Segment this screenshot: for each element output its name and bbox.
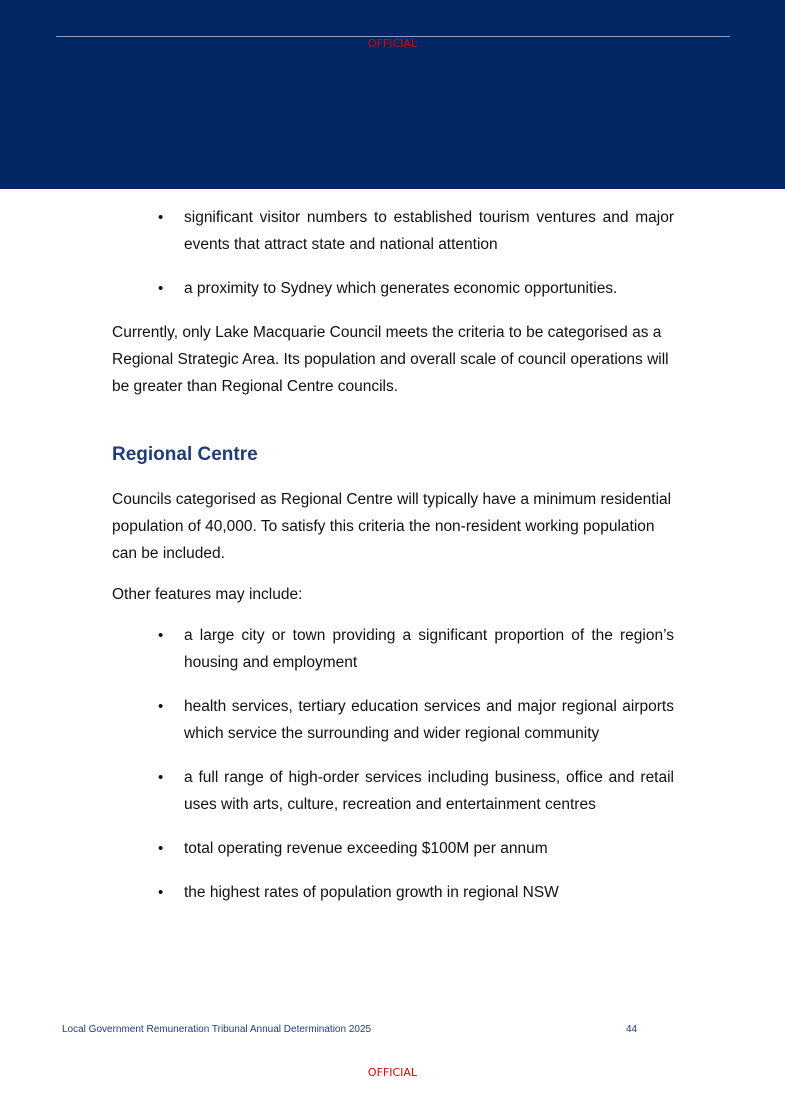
list-item — [158, 835, 674, 862]
list-item-text: a proximity to Sydney which generates economic opportunities. — [184, 280, 618, 297]
header-banner — [0, 0, 785, 189]
list-item-text: significant visitor numbers to established tourism ventures and major events that attract state and national attention — [184, 209, 674, 253]
list-item — [158, 764, 674, 818]
list-item-text: the highest rates of population growth in regional NSW — [184, 884, 559, 901]
bullet-icon: • — [158, 698, 164, 715]
page-content — [112, 204, 674, 923]
list-item-text: health services, tertiary education services and major regional airports which service the surrounding and wider regional community — [184, 698, 674, 742]
list-item — [158, 275, 674, 302]
bullet-icon: • — [158, 769, 164, 786]
list-item — [158, 879, 674, 906]
bullet-list-section1 — [112, 204, 674, 302]
bullet-icon: • — [158, 280, 164, 297]
list-item — [158, 204, 674, 258]
paragraph-other-features: Other features may include: — [112, 586, 303, 603]
bullet-icon: • — [158, 627, 164, 644]
bullet-icon: • — [158, 840, 164, 857]
classification-label-top: OFFICIAL — [367, 37, 418, 50]
paragraph-population: Councils categorised as Regional Centre will typically have a minimum residential population of 40,000. To satisfy this criteria the non-resident working population can be included. — [112, 491, 672, 562]
bullet-icon: • — [158, 884, 164, 901]
list-item-text: total operating revenue exceeding $100M per annum — [184, 840, 548, 857]
list-item — [158, 693, 674, 747]
list-item-text: a large city or town providing a significant proportion of the region’s housing and employment — [184, 627, 674, 671]
footer-page-number: 44 — [626, 1024, 638, 1035]
classification-label-bottom: OFFICIAL — [367, 1066, 418, 1079]
list-item — [158, 622, 674, 676]
paragraph-lake-macquarie: Currently, only Lake Macquarie Council meets the criteria to be categorised as a Regional Strategic Area. Its population and overall scale of council operations will be greater than Regional Centre councils. — [112, 324, 669, 395]
footer-document-title: Local Government Remuneration Tribunal Annual Determination 2025 — [62, 1024, 372, 1035]
section-heading: Regional Centre — [112, 444, 258, 465]
list-item-text: a full range of high-order services including business, office and retail uses with arts, culture, recreation and entertainment centres — [184, 769, 674, 813]
bullet-icon: • — [158, 209, 164, 226]
bullet-list-section2 — [112, 622, 674, 906]
